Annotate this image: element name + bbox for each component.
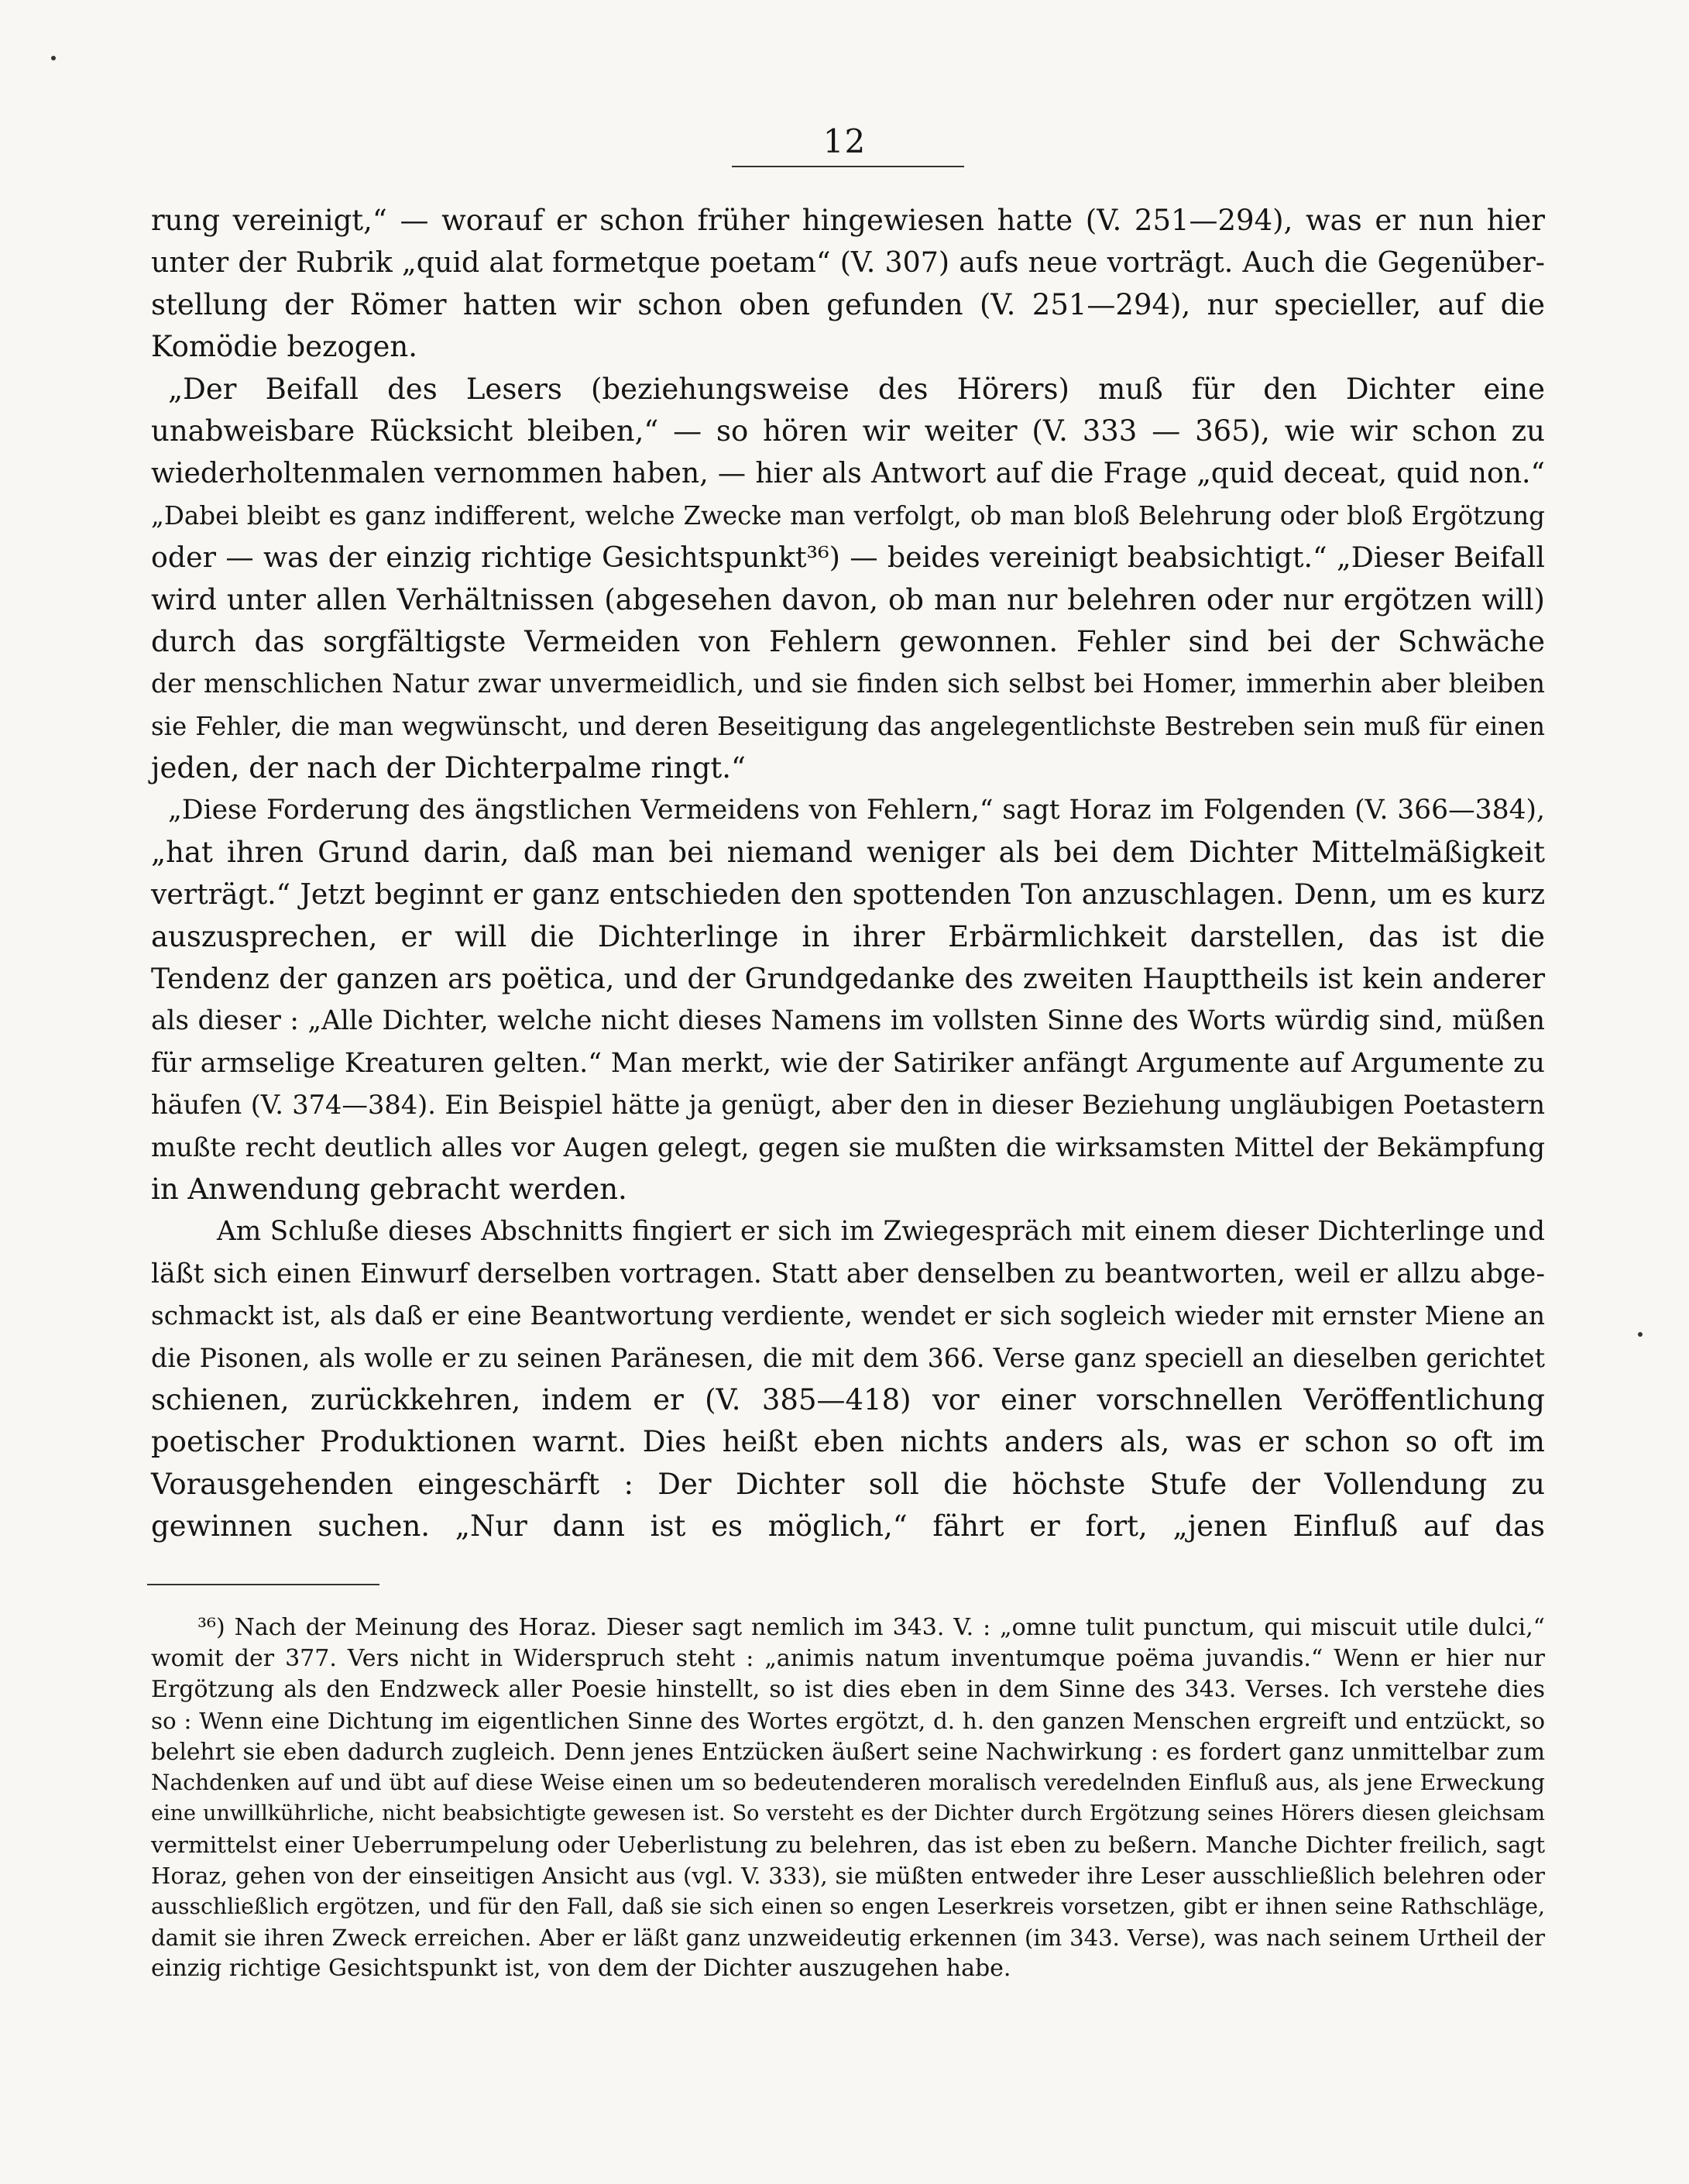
- text-line: verträgt.“ Jetzt beginnt er ganz entschieden den spottenden Ton anzuschlagen. Denn, um es kurz: [151, 877, 1545, 912]
- text-line: auszusprechen, er will die Dichterlinge in ihrer Erbärmlichkeit darstellen, das ist die: [151, 919, 1545, 953]
- text-line: jeden, der nach der Dichterpalme ringt.“: [151, 751, 746, 785]
- footnote-line: womit der 377. Vers nicht in Widerspruch steht : „animis natum inventumque poëma juvandis.“ Wenn er hier nur: [151, 1645, 1545, 1672]
- text-line: „Dabei bleibt es ganz indifferent, welche Zwecke man verfolgt, ob man bloß Belehrung oder bloß Ergötzung: [151, 500, 1545, 531]
- footnote-line: Ergötzung als den Endzweck aller Poesie hinstellt, so ist dies eben in dem Sinne des 343. Verses. Ich verstehe dies: [151, 1676, 1545, 1703]
- footnote-rule: [147, 1584, 379, 1585]
- text-line: Tendenz der ganzen ars poëtica, und der Grundgedanke des zweiten Haupttheils ist kein anderer: [151, 962, 1545, 996]
- text-line: stellung der Römer hatten wir schon oben gefunden (V. 251—294), nur specieller, auf die: [151, 287, 1545, 321]
- header-rule: [732, 166, 964, 167]
- text-line: „hat ihren Grund darin, daß man bei niemand weniger als bei dem Dichter Mittelmäßigkeit: [151, 835, 1545, 869]
- text-line: Komödie bezogen.: [151, 330, 417, 364]
- text-line: Vorausgehenden eingeschärft : Der Dichter soll die höchste Stufe der Vollendung zu: [151, 1467, 1545, 1501]
- footnote-line: ³⁶) Nach der Meinung des Horaz. Dieser sagt nemlich im 343. V. : „omne tulit punctum, qui miscuit utile dulci,“: [197, 1614, 1545, 1641]
- text-line: unabweisbare Rücksicht bleiben,“ — so hören wir weiter (V. 333 — 365), wie wir schon zu: [151, 414, 1545, 448]
- text-line: schmackt ist, als daß er eine Beantwortung verdiente, wendet er sich sogleich wieder mit ernster Miene an: [151, 1301, 1545, 1331]
- text-line: unter der Rubrik „quid alat formetque poetam“ (V. 307) aufs neue vorträgt. Auch die Gegenüber-: [151, 246, 1545, 280]
- text-line: sie Fehler, die man wegwünscht, und deren Beseitigung das angelegentlichste Bestreben sein muß für einen: [151, 711, 1545, 741]
- text-line: die Pisonen, als wolle er zu seinen Paränesen, die mit dem 366. Verse ganz speciell an dieselben gerichtet: [151, 1342, 1545, 1373]
- text-line: Am Schluße dieses Abschnitts fingiert er sich im Zwiegespräch mit einem dieser Dichterlinge und: [217, 1216, 1545, 1248]
- text-line: mußte recht deutlich alles vor Augen gelegt, gegen sie mußten die wirksamsten Mittel der Bekämpfung: [151, 1131, 1545, 1162]
- text-line: rung vereinigt,“ — worauf er schon früher hingewiesen hatte (V. 251—294), was er nun hier: [151, 204, 1545, 237]
- text-line: „Der Beifall des Lesers (beziehungsweise des Hörers) muß für den Dichter eine: [168, 372, 1545, 406]
- footnote-line: Nachdenken auf und übt auf diese Weise einen um so bedeutenderen moralisch veredelnden Einfluß aus, als jene Erweckung: [151, 1770, 1545, 1795]
- text-line: läßt sich einen Einwurf derselben vortragen. Statt aber denselben zu beantworten, weil er allzu abge-: [151, 1258, 1545, 1289]
- text-line: als dieser : „Alle Dichter, welche nicht dieses Namens im vollsten Sinne des Worts würdig sind, müßen: [151, 1005, 1545, 1037]
- text-line: wird unter allen Verhältnissen (abgesehen davon, ob man nur belehren oder nur ergötzen will): [151, 582, 1545, 616]
- text-line: „Diese Forderung des ängstlichen Vermeidens von Fehlern,“ sagt Horaz im Folgenden (V. 366—384),: [168, 795, 1545, 826]
- footnote-line: eine unwillkührliche, nicht beabsichtigte gewesen ist. So versteht es der Dichter durch Ergötzung seines Hörers diesen gleichsam: [151, 1801, 1545, 1825]
- footnote-line: so : Wenn eine Dichtung im eigentlichen Sinne des Wortes ergötzt, d. h. den ganzen Menschen ergreift und entzückt, so: [151, 1708, 1545, 1734]
- page-number: 12: [822, 122, 867, 160]
- text-line: poetischer Produktionen warnt. Dies heißt eben nichts anders als, was er schon so oft im: [151, 1425, 1545, 1459]
- footnote-line: ausschließlich ergötzen, und für den Fall, daß sie sich einen so engen Leserkreis vorsetzen, gibt er ihnen seine Rathschläge,: [151, 1894, 1545, 1919]
- text-line: der menschlichen Natur zwar unvermeidlich, und sie finden sich selbst bei Homer, immerhin aber bleiben: [151, 668, 1545, 699]
- text-line: in Anwendung gebracht werden.: [151, 1172, 627, 1206]
- footnote-line: damit sie ihren Zweck erreichen. Aber er läßt ganz unzweideutig erkennen (im 343. Verse), was nach seinem Urtheil der: [151, 1925, 1545, 1951]
- text-line: wiederholtenmalen vernommen haben, — hier als Antwort auf die Frage „quid deceat, quid non.“: [151, 456, 1545, 490]
- footnote-line: Horaz, gehen von der einseitigen Ansicht aus (vgl. V. 333), sie müßten entweder ihre Leser ausschließlich belehren oder: [151, 1863, 1545, 1889]
- text-line: oder — was der einzig richtige Gesichtspunkt³⁶) — beides vereinigt beabsichtigt.“ „Dieser Beifall: [151, 541, 1545, 575]
- text-line: durch das sorgfältigste Vermeiden von Fehlern gewonnen. Fehler sind bei der Schwäche: [151, 624, 1545, 658]
- scan-speck: [51, 56, 56, 60]
- text-line: für armselige Kreaturen gelten.“ Man merkt, wie der Satiriker anfängt Argumente auf Argumente zu: [151, 1047, 1545, 1079]
- text-line: häufen (V. 374—384). Ein Beispiel hätte ja genügt, aber den in dieser Beziehung ungläubigen Poetastern: [151, 1090, 1545, 1121]
- footnote-line: vermittelst einer Ueberrumpelung oder Ueberlistung zu belehren, das ist eben zu beßern. Manche Dichter freilich, sagt: [151, 1832, 1545, 1858]
- footnote-line: belehrt sie eben dadurch zugleich. Denn jenes Entzücken äußert seine Nachwirkung : es fordert ganz unmittelbar zum: [151, 1739, 1545, 1765]
- text-line: schienen, zurückkehren, indem er (V. 385—418) vor einer vorschnellen Veröffentlichung: [151, 1382, 1545, 1417]
- footnote-line: einzig richtige Gesichtspunkt ist, von dem der Dichter auszugehen habe.: [151, 1955, 1011, 1982]
- footnotes: [151, 1612, 1545, 1984]
- scan-speck: [1638, 1332, 1643, 1337]
- body-text: [151, 200, 1545, 1548]
- text-line: gewinnen suchen. „Nur dann ist es möglich,“ fährt er fort, „jenen Einfluß auf das: [151, 1509, 1545, 1544]
